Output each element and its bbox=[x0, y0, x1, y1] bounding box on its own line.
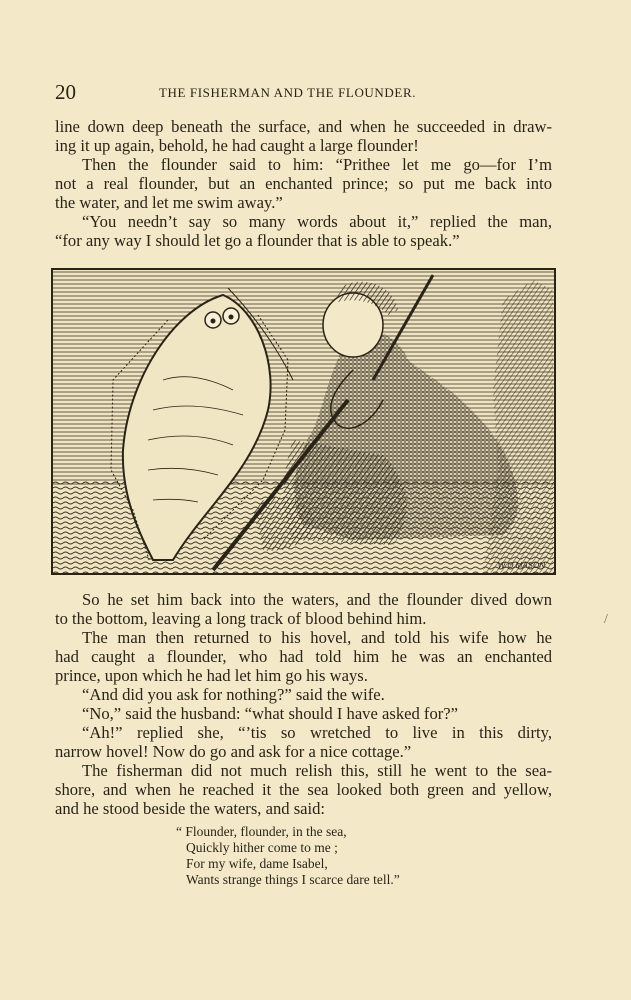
text-line: Then the flounder said to him: “Prithee let me go—for I’m bbox=[82, 155, 552, 174]
paragraph-block-top bbox=[55, 117, 552, 250]
fisherman-and-flounder-engraving bbox=[53, 270, 554, 573]
text-line: “And did you ask for nothing?” said the wife. bbox=[82, 685, 385, 704]
text-line: shore, and when he reached it the sea looked both green and yellow, bbox=[55, 780, 552, 799]
text-line: So he set him back into the waters, and the flounder dived down bbox=[82, 590, 552, 609]
text-line: and he stood beside the waters, and said: bbox=[55, 799, 326, 818]
text-line: “No,” said the husband: “what should I have asked for?” bbox=[82, 704, 459, 723]
text-line: The man then returned to his hovel, and told his wife how he bbox=[82, 628, 552, 647]
paragraph-block-bottom bbox=[55, 590, 552, 818]
margin-mark: / bbox=[604, 612, 608, 627]
verse-line: “ Flounder, flounder, in the sea, bbox=[176, 824, 347, 839]
text-line: “Ah!” replied she, “’tis so wretched to live in this dirty, bbox=[82, 723, 552, 742]
verse-line: Wants strange things I scarce dare tell.” bbox=[186, 872, 400, 887]
text-line: the water, and let me swim away.” bbox=[55, 193, 283, 212]
text-line: “for any way I should let go a flounder that is able to speak.” bbox=[55, 231, 460, 250]
text-line: had caught a flounder, who had told him he was an enchanted bbox=[55, 647, 552, 666]
page-header bbox=[55, 80, 555, 104]
text-line: not a real flounder, but an enchanted prince; so put me back into bbox=[55, 174, 552, 193]
verse-block bbox=[176, 824, 476, 888]
verse-line: For my wife, dame Isabel, bbox=[186, 856, 328, 871]
text-line: The fisherman did not much relish this, still he went to the sea- bbox=[82, 761, 552, 780]
text-line: “You needn’t say so many words about it,” replied the man, bbox=[82, 212, 552, 231]
text-line: prince, upon which he had let him go his ways. bbox=[55, 666, 368, 685]
page-number: 20 bbox=[55, 80, 76, 104]
text-line: line down deep beneath the surface, and when he succeeded in draw- bbox=[55, 117, 552, 136]
engraver-signature: W.O.MASON bbox=[497, 561, 545, 570]
text-line: to the bottom, leaving a long track of blood behind him. bbox=[55, 609, 427, 628]
verse-line: Quickly hither come to me ; bbox=[186, 840, 338, 855]
text-line: ing it up again, behold, he had caught a large flounder! bbox=[55, 136, 419, 155]
running-title: THE FISHERMAN AND THE FLOUNDER. bbox=[159, 85, 417, 100]
text-line: narrow hovel! Now do go and ask for a nice cottage.” bbox=[55, 742, 412, 761]
woodcut-illustration bbox=[51, 268, 556, 575]
